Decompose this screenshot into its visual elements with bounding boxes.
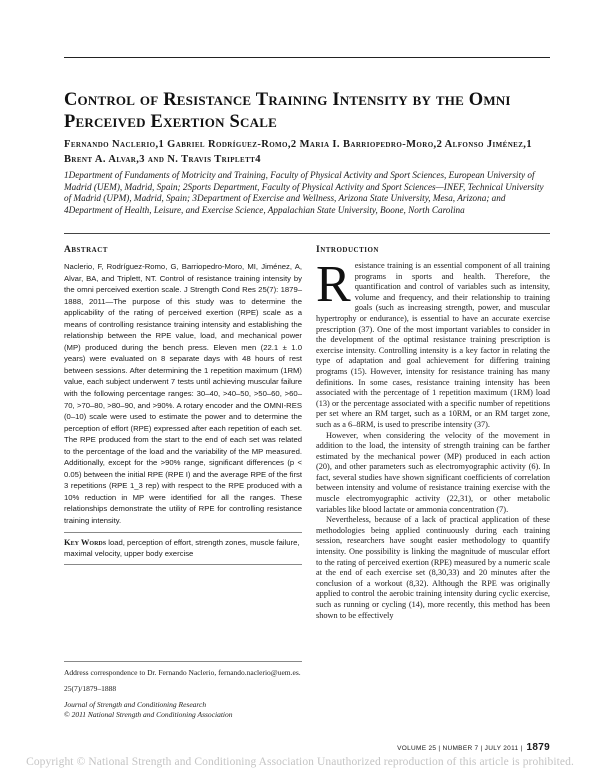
correspondence-block: [64, 661, 302, 720]
copyright-watermark: Copyright © National Strength and Conditioning Association Unauthorized reproduction of this article is prohibited.: [26, 756, 574, 768]
keywords-text: load, perception of effort, strength zones, muscle failure, maximal velocity, upper body exercise: [64, 537, 300, 558]
keywords-box: [64, 532, 302, 565]
introduction-body: [316, 256, 550, 621]
top-rule: [64, 57, 550, 58]
journal-name: Journal of Strength and Conditioning Research: [64, 700, 207, 709]
article-ref: 25(7)/1879–1888: [64, 684, 117, 693]
introduction-heading: Introduction: [316, 245, 379, 255]
right-column: [316, 245, 550, 621]
page-footer: [0, 742, 550, 753]
intro-paragraph: However, when considering the velocity of the movement in addition to the load, the intensity of strength training can be farther estimated by the mechanical power (MP) produced in each action (20), and other parameters such as electromyographic activity (6). In fact, several studies have shown significant coefficients of correlation between intensity and volume of resistance training exercise with the muscle electromyographic activity (22,31), or other metabolic variables like blood lactate or ammonia concentration (7).: [316, 430, 550, 514]
header-rule: [64, 233, 550, 234]
drop-cap: R: [316, 256, 351, 313]
article-title: Control of Resistance Training Intensity by the Omni Perceived Exertion Scale: [64, 90, 511, 132]
keywords-label: Key Words: [64, 536, 107, 547]
left-column: [64, 245, 302, 565]
journal-copyright: © 2011 National Strength and Conditioning Association: [64, 710, 233, 719]
correspondence-line: Address correspondence to Dr. Fernando Naclerio, fernando.naclerio@uem.es.: [64, 668, 301, 677]
author-list: Fernando Naclerio,1 Gabriel Rodríguez-Romo,2 Maria I. Barriopedro-Moro,2 Alfonso Jiménez,1 Brent A. Alvar,3 and N. Travis Triplett4: [64, 139, 532, 165]
abstract-text: Naclerio, F, Rodríguez-Romo, G, Barriopedro-Moro, MI, Jiménez, A, Alvar, BA, and Triplett, NT. Control of resistance training intensity by the omni perceived exertion scale. J Strength Cond Res 25(7): 1879–1888, 2011—The purpose of this study was to determine the applicability of the rating of perceived exertion (RPE) scale as a means of controlling resistance training intensity and establishing the relationship between the RPE value, load, and mechanical power (MP) produced during the bench press. Eleven men (22.1 ± 1.0 years) were evaluated on 8 separate days with 48 hours of rest between sessions. After determining the 1 repetition maximum (1RM) value, each subject underwent 7 tests until achieving muscular failure with the following percentage ranges: 30–40, >40–50, >50–60, >60–70, >70–80, >80–90, and >90%. A rotary encoder and the OMNI-RES (0–10) scale were used to estimate the power and to determine the perception of effort (RPE) expressed after each repetition of each set. The RPE produced from the start to the end of each set was related to the percentage of the load and the variability of the MP measured. Additionally, except for the >90% range, significant differences (p < 0.05) between the initial RPE (RPE I) and the average RPE of the first 3 repetitions (RPE 1_3 rep) with respect to the RPE produced with a 10% reduction in MP were identified for all the ranges. These relationships demonstrate the utility of RPE for controlling resistance training intensity.: [64, 262, 303, 526]
abstract-heading: Abstract: [64, 245, 108, 255]
intro-paragraph: Nevertheless, because of a lack of practical application of these methodologies being applied continuously during each training session, researchers have sought easier methodology to quantify intensity. One possibility is linking the magnitude of muscular effort to the rating of perceived exertion (RPE) measured by a numeric scale at the end of each exercise set (8,30,33) and 20 minutes after the conclusion of a workout (8,32). Although the RPE was originally applied to control the aerobic training intensity during cyclic exercise, such as running or cycling (14), more recently, this method has been shown to be effectively: [316, 515, 550, 620]
affiliations: 1Department of Fundaments of Motricity and Training, Faculty of Physical Activity and Sport Sciences, European University of Madrid (UEM), Madrid, Spain; 2Sports Department, Faculty of Physical Activity and Sport Sciences—INEF, Technical University of Madrid (UPM), Madrid, Spain; 3Department of Exercise and Wellness, Arizona State University, Mesa, Arizona; and 4Department of Health, Leisure, and Exercise Science, Appalachian State University, Boone, North Carolina: [64, 170, 544, 215]
issue-info: VOLUME 25 | NUMBER 7 | JULY 2011 |: [397, 745, 523, 752]
intro-paragraph: Resistance training is an essential component of all training programs in sports and health. Therefore, the quantification and control of variables such as intensity, volume and frequency, and their relationship to training goals (such as increasing strength, power, and muscular hypertrophy or endurance), is essential to have an accurate exercise prescription (37). One of the most important variables to consider in the development of the optimal resistance training prescription is exercise intensity. Controlling intensity is a key factor in relating the type of adaptation and goal achievement for differing training programs (15). However, intensity for resistance training has many definitions. In some cases, resistance training intensity has been associated with the percentage of 1 repetition maximum (1RM) load (13) or the percentage associated with a specific number of repetitions per set where an RM target, such as a 10RM, or an RM target zone, such as a 6–8RM, is used to prescribe intensity (37).: [316, 256, 550, 429]
page-number: 1879: [526, 742, 550, 753]
